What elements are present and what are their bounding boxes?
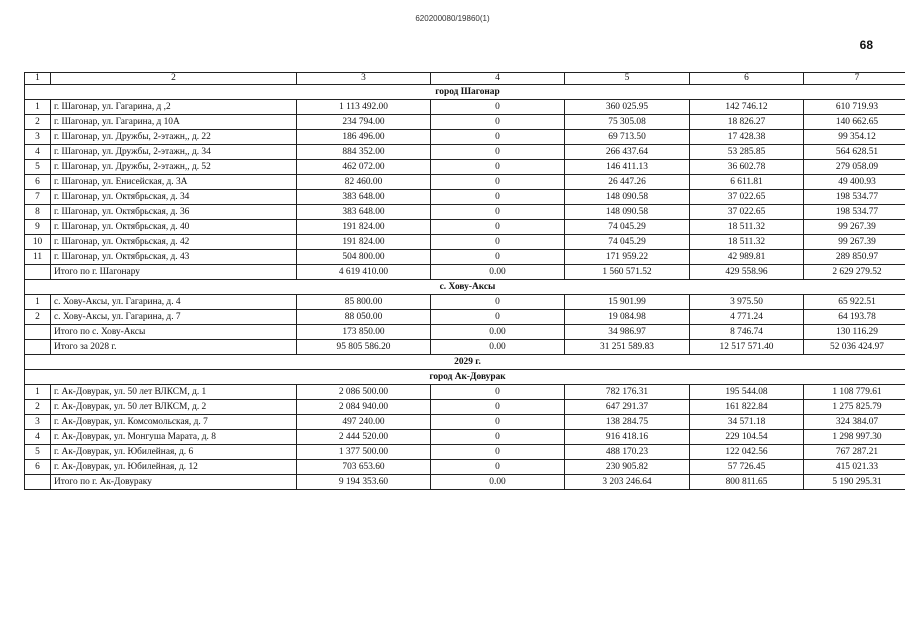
data-table: [24, 72, 905, 490]
table-cell: 2: [25, 310, 51, 325]
table-cell: 0: [431, 235, 565, 250]
table-cell: г. Шагонар, ул. Гагарина, д ,2: [51, 100, 297, 115]
table-cell: 0: [431, 460, 565, 475]
table-cell: 74 045.29: [565, 220, 690, 235]
table-cell: 462 072.00: [297, 160, 431, 175]
table-cell: 1 560 571.52: [565, 265, 690, 280]
table-cell: г. Шагонар, ул. Октябрьская, д. 43: [51, 250, 297, 265]
table-cell: 8 746.74: [690, 325, 804, 340]
table-cell: г. Шагонар, ул. Гагарина, д 10А: [51, 115, 297, 130]
table-cell: 497 240.00: [297, 415, 431, 430]
table-cell: 1: [25, 295, 51, 310]
table-row: [25, 430, 905, 445]
total-row: [25, 475, 905, 490]
table-cell: 191 824.00: [297, 235, 431, 250]
table-cell: 360 025.95: [565, 100, 690, 115]
table-row: [25, 415, 905, 430]
table-cell: 26 447.26: [565, 175, 690, 190]
table-cell: 2 444 520.00: [297, 430, 431, 445]
table-cell: 1 275 825.79: [804, 400, 905, 415]
table-cell: 173 850.00: [297, 325, 431, 340]
section-title: город Шагонар: [25, 85, 905, 100]
table-row: [25, 220, 905, 235]
table-cell: 3: [25, 130, 51, 145]
table-cell: 1 113 492.00: [297, 100, 431, 115]
table-cell: 2 084 940.00: [297, 400, 431, 415]
table-cell: 5: [25, 445, 51, 460]
table-cell: 1: [25, 100, 51, 115]
table-cell: г. Шагонар, ул. Октябрьская, д. 36: [51, 205, 297, 220]
table-cell: 0: [431, 310, 565, 325]
table-cell: 34 986.97: [565, 325, 690, 340]
table-cell: 0: [431, 250, 565, 265]
table-cell: 0: [431, 205, 565, 220]
section-header-row: [25, 355, 905, 370]
table-cell: [25, 340, 51, 355]
table-row: [25, 445, 905, 460]
table-cell: 0: [431, 445, 565, 460]
table-cell: 0: [431, 430, 565, 445]
table-cell: 0.00: [431, 340, 565, 355]
table-cell: 9: [25, 220, 51, 235]
table-cell: 65 922.51: [804, 295, 905, 310]
table-cell: 36 602.78: [690, 160, 804, 175]
table-cell: Итого по с. Хову-Аксы: [51, 325, 297, 340]
table-cell: г. Ак-Довурак, ул. Монгуша Марата, д. 8: [51, 430, 297, 445]
table-cell: 800 811.65: [690, 475, 804, 490]
table-cell: 95 805 586.20: [297, 340, 431, 355]
table-cell: г. Ак-Довурак, ул. 50 лет ВЛКСМ, д. 1: [51, 385, 297, 400]
table-row: [25, 250, 905, 265]
header-cell: 3: [297, 73, 431, 85]
table-cell: 4 619 410.00: [297, 265, 431, 280]
table-cell: [25, 475, 51, 490]
table-cell: 74 045.29: [565, 235, 690, 250]
table-cell: 782 176.31: [565, 385, 690, 400]
table-cell: 8: [25, 205, 51, 220]
table-cell: г. Шагонар, ул. Енисейская, д. 3А: [51, 175, 297, 190]
table-cell: 6: [25, 175, 51, 190]
table-cell: 37 022.65: [690, 205, 804, 220]
table-cell: 148 090.58: [565, 190, 690, 205]
table-cell: 0: [431, 145, 565, 160]
table-row: [25, 400, 905, 415]
table-cell: 504 800.00: [297, 250, 431, 265]
table-cell: 279 058.09: [804, 160, 905, 175]
table-cell: 85 800.00: [297, 295, 431, 310]
table-cell: 2: [25, 400, 51, 415]
table-cell: 0: [431, 175, 565, 190]
table-cell: 234 794.00: [297, 115, 431, 130]
table-cell: 0: [431, 220, 565, 235]
table-cell: 82 460.00: [297, 175, 431, 190]
table-row: [25, 235, 905, 250]
table-body: [25, 73, 905, 490]
table-header-row: [25, 73, 905, 85]
table-cell: 488 170.23: [565, 445, 690, 460]
table-cell: 99 354.12: [804, 130, 905, 145]
section-header-row: [25, 370, 905, 385]
table-cell: 17 428.38: [690, 130, 804, 145]
table-cell: 6 611.81: [690, 175, 804, 190]
table-row: [25, 160, 905, 175]
table-row: [25, 385, 905, 400]
table-cell: 5 190 295.31: [804, 475, 905, 490]
table-cell: 383 648.00: [297, 190, 431, 205]
table-cell: 2: [25, 115, 51, 130]
table-cell: 4: [25, 145, 51, 160]
page-number: 68: [859, 38, 873, 52]
table-cell: 138 284.75: [565, 415, 690, 430]
table-cell: 0.00: [431, 475, 565, 490]
table-cell: с. Хову-Аксы, ул. Гагарина, д. 7: [51, 310, 297, 325]
table-cell: г. Ак-Довурак, ул. 50 лет ВЛКСМ, д. 2: [51, 400, 297, 415]
table-row: [25, 145, 905, 160]
table-cell: 7: [25, 190, 51, 205]
table-cell: 229 104.54: [690, 430, 804, 445]
table-row: [25, 190, 905, 205]
table-cell: 52 036 424.97: [804, 340, 905, 355]
table-cell: 64 193.78: [804, 310, 905, 325]
table-cell: г. Шагонар, ул. Октябрьская, д. 40: [51, 220, 297, 235]
table-cell: 767 287.21: [804, 445, 905, 460]
table-cell: Итого по г. Ак-Довураку: [51, 475, 297, 490]
table-cell: 2 086 500.00: [297, 385, 431, 400]
table-cell: 230 905.82: [565, 460, 690, 475]
table-cell: 18 511.32: [690, 235, 804, 250]
table-cell: г. Шагонар, ул. Октябрьская, д. 34: [51, 190, 297, 205]
table-cell: 0: [431, 400, 565, 415]
table-cell: 171 959.22: [565, 250, 690, 265]
table-cell: 122 042.56: [690, 445, 804, 460]
table-cell: 429 558.96: [690, 265, 804, 280]
table-cell: 53 285.85: [690, 145, 804, 160]
table-cell: 37 022.65: [690, 190, 804, 205]
table-cell: 57 726.45: [690, 460, 804, 475]
table-cell: 88 050.00: [297, 310, 431, 325]
table-cell: 195 544.08: [690, 385, 804, 400]
table-cell: 3: [25, 415, 51, 430]
table-cell: 0: [431, 190, 565, 205]
table-cell: 647 291.37: [565, 400, 690, 415]
table-cell: Итого за 2028 г.: [51, 340, 297, 355]
header-cell: 7: [804, 73, 905, 85]
header-cell: 4: [431, 73, 565, 85]
section-title: 2029 г.: [25, 355, 905, 370]
table-cell: 415 021.33: [804, 460, 905, 475]
header-cell: 6: [690, 73, 804, 85]
table-cell: 31 251 589.83: [565, 340, 690, 355]
table-cell: 3 975.50: [690, 295, 804, 310]
table-cell: 146 411.13: [565, 160, 690, 175]
table-cell: 140 662.65: [804, 115, 905, 130]
table-cell: г. Ак-Довурак, ул. Комсомольская, д. 7: [51, 415, 297, 430]
table-cell: 1 108 779.61: [804, 385, 905, 400]
table-cell: 0: [431, 295, 565, 310]
table-cell: г. Шагонар, ул. Октябрьская, д. 42: [51, 235, 297, 250]
table-cell: 161 822.84: [690, 400, 804, 415]
total-row: [25, 340, 905, 355]
table-cell: с. Хову-Аксы, ул. Гагарина, д. 4: [51, 295, 297, 310]
section-header-row: [25, 280, 905, 295]
table-cell: 11: [25, 250, 51, 265]
table-cell: 75 305.08: [565, 115, 690, 130]
table-cell: г. Шагонар, ул. Дружбы, 2-этажн,, д. 52: [51, 160, 297, 175]
table-row: [25, 115, 905, 130]
section-title: с. Хову-Аксы: [25, 280, 905, 295]
table-row: [25, 295, 905, 310]
table-cell: 9 194 353.60: [297, 475, 431, 490]
table-cell: 0: [431, 100, 565, 115]
table-cell: 0: [431, 415, 565, 430]
table-cell: 0: [431, 160, 565, 175]
table-cell: 49 400.93: [804, 175, 905, 190]
table-cell: 19 084.98: [565, 310, 690, 325]
table-cell: [25, 265, 51, 280]
table-cell: 289 850.97: [804, 250, 905, 265]
table-cell: 198 534.77: [804, 190, 905, 205]
table-cell: [25, 325, 51, 340]
table-cell: 610 719.93: [804, 100, 905, 115]
table-cell: 186 496.00: [297, 130, 431, 145]
table-cell: 130 116.29: [804, 325, 905, 340]
header-cell: 5: [565, 73, 690, 85]
document-id: 620200080/19860(1): [415, 14, 490, 23]
total-row: [25, 265, 905, 280]
table-cell: 1 298 997.30: [804, 430, 905, 445]
table-cell: 34 571.18: [690, 415, 804, 430]
table-cell: 69 713.50: [565, 130, 690, 145]
table-cell: 10: [25, 235, 51, 250]
table-cell: 0: [431, 115, 565, 130]
table-row: [25, 310, 905, 325]
table-cell: 15 901.99: [565, 295, 690, 310]
table-cell: 4: [25, 430, 51, 445]
table-cell: 42 989.81: [690, 250, 804, 265]
table-cell: 0.00: [431, 265, 565, 280]
table-cell: 99 267.39: [804, 235, 905, 250]
header-cell: 1: [25, 73, 51, 85]
table-cell: 0: [431, 385, 565, 400]
section-title: город Ак-Довурак: [25, 370, 905, 385]
table-cell: 0: [431, 130, 565, 145]
table-cell: 564 628.51: [804, 145, 905, 160]
table-cell: 4 771.24: [690, 310, 804, 325]
table-cell: 1: [25, 385, 51, 400]
table-cell: 6: [25, 460, 51, 475]
table-cell: Итого по г. Шагонару: [51, 265, 297, 280]
table-cell: 2 629 279.52: [804, 265, 905, 280]
table-cell: г. Шагонар, ул. Дружбы, 2-этажн,, д. 22: [51, 130, 297, 145]
table-cell: 0.00: [431, 325, 565, 340]
table-cell: г. Ак-Довурак, ул. Юбилейная, д. 6: [51, 445, 297, 460]
table-cell: 884 352.00: [297, 145, 431, 160]
table-cell: 3 203 246.64: [565, 475, 690, 490]
table-cell: 12 517 571.40: [690, 340, 804, 355]
table-cell: 142 746.12: [690, 100, 804, 115]
table-cell: г. Ак-Довурак, ул. Юбилейная, д. 12: [51, 460, 297, 475]
table-cell: 191 824.00: [297, 220, 431, 235]
table-cell: 148 090.58: [565, 205, 690, 220]
table-row: [25, 205, 905, 220]
section-header-row: [25, 85, 905, 100]
table-cell: 383 648.00: [297, 205, 431, 220]
table-cell: 916 418.16: [565, 430, 690, 445]
table-row: [25, 175, 905, 190]
table-cell: 198 534.77: [804, 205, 905, 220]
table-cell: г. Шагонар, ул. Дружбы, 2-этажн,, д. 34: [51, 145, 297, 160]
table-cell: 99 267.39: [804, 220, 905, 235]
table-cell: 703 653.60: [297, 460, 431, 475]
table-cell: 1 377 500.00: [297, 445, 431, 460]
total-row: [25, 325, 905, 340]
table-row: [25, 460, 905, 475]
table-cell: 18 511.32: [690, 220, 804, 235]
table-cell: 324 384.07: [804, 415, 905, 430]
table-cell: 266 437.64: [565, 145, 690, 160]
table-row: [25, 100, 905, 115]
table-row: [25, 130, 905, 145]
table-cell: 18 826.27: [690, 115, 804, 130]
header-cell: 2: [51, 73, 297, 85]
table-cell: 5: [25, 160, 51, 175]
